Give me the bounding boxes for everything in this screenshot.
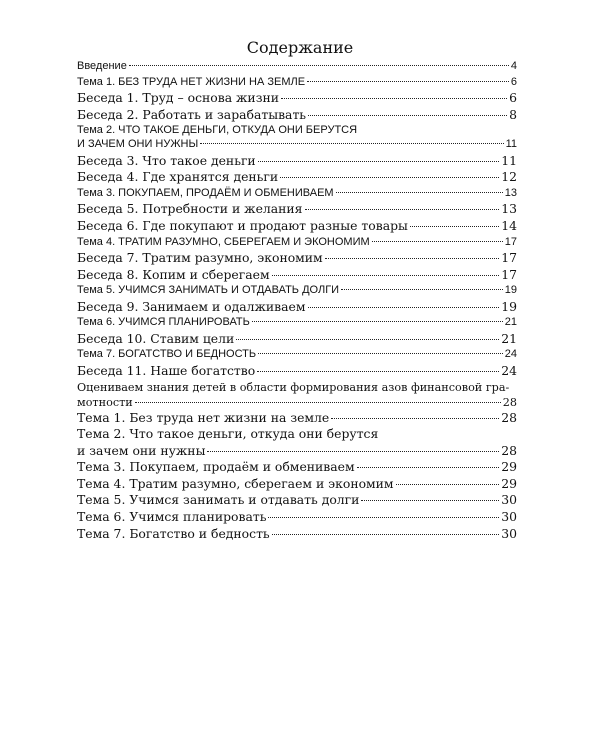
toc-page-number: 30 xyxy=(501,525,517,541)
leader-dots xyxy=(280,177,499,178)
toc-page-number: 17 xyxy=(501,250,517,266)
toc-entry-text: и зачем они нужны xyxy=(77,442,206,458)
toc-page-number: 29 xyxy=(501,475,517,491)
leader-dots xyxy=(307,81,509,82)
leader-dots xyxy=(135,402,501,403)
toc-entry xyxy=(77,267,517,284)
toc-entry xyxy=(77,509,517,526)
toc-entry-first-line: Тема 2. Что такое деньги, откуда они берутся xyxy=(77,426,379,442)
leader-dots xyxy=(252,321,503,322)
toc-entry xyxy=(77,363,517,380)
leader-dots xyxy=(258,353,503,354)
toc-entry xyxy=(77,59,517,75)
leader-dots xyxy=(325,258,500,259)
toc-entry xyxy=(77,137,517,153)
leader-dots xyxy=(272,275,500,276)
leader-dots xyxy=(207,451,499,452)
toc-entry-text: Тема 3. ПОКУПАЕМ, ПРОДАЁМ И ОБМЕНИВАЕМ xyxy=(77,186,334,199)
toc-page-number: 14 xyxy=(501,217,517,233)
toc-entry-text: И ЗАЧЕМ ОНИ НУЖНЫ xyxy=(77,138,199,151)
toc-page-number: 28 xyxy=(501,442,517,458)
toc-page-number: 19 xyxy=(501,298,517,314)
toc-entry-text: Тема 5. УЧИМСЯ ЗАНИМАТЬ И ОТДАВАТЬ ДОЛГИ xyxy=(77,284,340,297)
toc-entry-text: Беседа 7. Тратим разумно, экономим xyxy=(77,250,323,266)
toc-entry-text: Тема 5. Учимся занимать и отдавать долги xyxy=(77,492,360,508)
toc-entry-text: Тема 4. ТРАТИМ РАЗУМНО, СБЕРЕГАЕМ И ЭКОНОМИМ xyxy=(77,235,370,248)
toc-entry-first-line: Оцениваем знания детей в области формирования азов финансовой гра- xyxy=(77,380,510,394)
toc-entry xyxy=(77,526,517,543)
leader-dots xyxy=(331,418,499,419)
toc-entry xyxy=(77,476,517,493)
toc-entry-text: Беседа 4. Где хранятся деньги xyxy=(77,169,279,185)
toc-entry xyxy=(77,410,517,427)
toc-entry xyxy=(77,169,517,186)
toc-entry-text: Тема 6. Учимся планировать xyxy=(77,509,267,524)
toc-entry-text: Тема 6. УЧИМСЯ ПЛАНИРОВАТЬ xyxy=(77,316,250,329)
leader-dots xyxy=(258,161,500,162)
leader-dots xyxy=(281,98,507,99)
leader-dots xyxy=(236,339,499,340)
toc-entry xyxy=(77,347,517,363)
toc-entry-text: Беседа 9. Занимаем и одалживаем xyxy=(77,298,306,314)
toc-entry xyxy=(77,75,517,91)
leader-dots xyxy=(396,484,500,485)
toc-entry xyxy=(77,459,517,476)
toc-page-number: 17 xyxy=(501,266,517,282)
toc-page-number: 30 xyxy=(501,509,517,524)
leader-dots xyxy=(272,534,500,535)
toc-page-number: 24 xyxy=(501,362,517,378)
toc-page-number: 6 xyxy=(510,75,517,88)
toc-entry-text: Беседа 11. Наше богатство xyxy=(77,362,256,378)
toc-page-number: 28 xyxy=(502,395,517,409)
leader-dots xyxy=(129,65,509,66)
leader-dots xyxy=(372,241,503,242)
toc-page-number: 8 xyxy=(509,106,517,122)
toc-page-number: 21 xyxy=(501,330,517,346)
toc-entry xyxy=(77,299,517,316)
leader-dots xyxy=(341,289,503,290)
toc-entry-text: Тема 1. Без труда нет жизни на земле xyxy=(77,409,330,425)
toc-page-number: 6 xyxy=(509,90,517,105)
toc-entry xyxy=(77,443,517,460)
toc-entry-text: Тема 7. БОГАТСТВО И БЕДНОСТЬ xyxy=(77,348,257,361)
leader-dots xyxy=(308,307,500,308)
toc-entry xyxy=(77,250,517,267)
toc-entry-text: Беседа 3. Что такое деньги xyxy=(77,152,256,168)
toc-page-number: 11 xyxy=(505,138,517,151)
toc-entry xyxy=(77,107,517,124)
toc-entry xyxy=(77,395,517,410)
toc-entry-text: Тема 7. Богатство и бедность xyxy=(77,525,270,541)
toc-entry xyxy=(77,218,517,235)
toc-page-number: 12 xyxy=(501,169,517,185)
toc-entry-text: Тема 4. Тратим разумно, сберегаем и экономим xyxy=(77,475,394,491)
toc-entry xyxy=(77,90,517,107)
leader-dots xyxy=(361,500,499,501)
toc-entry xyxy=(77,235,517,251)
toc-entry-text: Беседа 10. Ставим цели xyxy=(77,330,235,346)
toc-page-number: 19 xyxy=(504,284,517,297)
page-title: Содержание xyxy=(246,38,354,57)
toc-entry xyxy=(77,315,517,331)
leader-dots xyxy=(257,371,499,372)
toc-page-number: 21 xyxy=(504,316,517,329)
toc-entry-text: Введение xyxy=(77,60,127,72)
toc-entry-text: Беседа 5. Потребности и желания xyxy=(77,201,303,217)
leader-dots xyxy=(200,143,503,144)
toc-page-number: 13 xyxy=(504,186,517,199)
toc-entry-text: Беседа 8. Копим и сберегаем xyxy=(77,266,270,282)
toc-page-number: 29 xyxy=(501,459,517,475)
toc-page-number: 28 xyxy=(501,409,517,425)
toc-page-number: 30 xyxy=(501,492,517,508)
toc-entry-text: Тема 1. БЕЗ ТРУДА НЕТ ЖИЗНИ НА ЗЕМЛЕ xyxy=(77,75,306,88)
toc-page-number: 4 xyxy=(510,60,517,72)
toc-entry xyxy=(77,201,517,218)
toc-page-number: 11 xyxy=(501,152,517,168)
toc-entry-text: Тема 3. Покупаем, продаём и обмениваем xyxy=(77,459,355,475)
leader-dots xyxy=(336,192,503,193)
toc-page-number: 24 xyxy=(504,348,517,361)
toc-entry-text: мотности xyxy=(77,395,133,409)
toc-entry xyxy=(77,492,517,509)
toc-entry-text: Беседа 6. Где покупают и продают разные товары xyxy=(77,217,408,233)
toc-entry-text: Беседа 1. Труд – основа жизни xyxy=(77,90,279,105)
toc-entry xyxy=(77,186,517,202)
leader-dots xyxy=(268,517,499,518)
toc-page-number: 13 xyxy=(501,201,517,217)
toc-page-number: 17 xyxy=(504,235,517,248)
leader-dots xyxy=(357,467,500,468)
toc-entry-first-line: Тема 2. ЧТО ТАКОЕ ДЕНЬГИ, ОТКУДА ОНИ БЕРУТСЯ xyxy=(77,124,358,137)
leader-dots xyxy=(410,226,499,227)
toc-entry xyxy=(77,153,517,170)
toc-entry-text: Беседа 2. Работать и зарабатывать xyxy=(77,106,307,122)
toc-entry xyxy=(77,331,517,348)
leader-dots xyxy=(305,209,500,210)
toc-entry xyxy=(77,283,517,299)
leader-dots xyxy=(308,115,507,116)
table-of-contents xyxy=(77,59,517,542)
